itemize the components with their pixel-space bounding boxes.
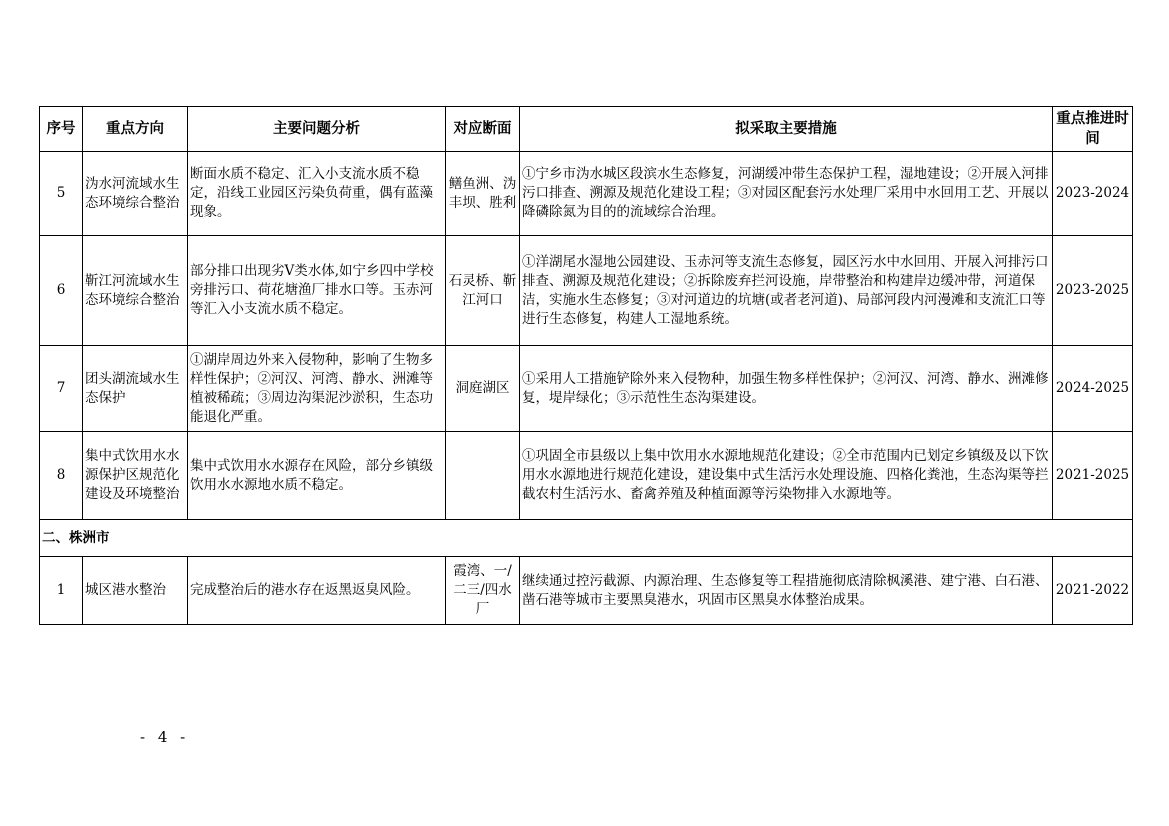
row-direction: 团头湖流域水生态保护 [83, 346, 188, 432]
table-row [40, 557, 1133, 625]
row-time: 2024-2025 [1053, 346, 1133, 432]
table-row [40, 236, 1133, 346]
table-row [40, 432, 1133, 520]
row-issues: 集中式饮用水水源存在风险，部分乡镇级饮用水水源地水质不稳定。 [188, 432, 446, 520]
row-section: 霞湾、一/二三/四水厂 [446, 557, 520, 625]
row-section: 石灵桥、靳江河口 [446, 236, 520, 346]
row-measures: 继续通过控污截源、内源治理、生态修复等工程措施彻底清除枫溪港、建宁港、白石港、凿石港等城市主要黑臭港水，巩固市区黑臭水体整治成果。 [520, 557, 1053, 625]
row-measures: ①宁乡市沩水城区段滨水生态修复，河湖缓冲带生态保护工程，湿地建设；②开展入河排污口排查、溯源及规范化建设工程；③对园区配套污水处理厂采用中水回用工艺、开展以降磷除氮为目的的流域综合治理。 [520, 152, 1053, 236]
table-row [40, 152, 1133, 236]
row-measures: ①采用人工措施铲除外来入侵物种，加强生物多样性保护；②河汉、河湾、静水、洲滩修复，堤岸绿化；③示范性生态沟渠建设。 [520, 346, 1053, 432]
row-issues: 完成整治后的港水存在返黑返臭风险。 [188, 557, 446, 625]
row-direction: 靳江河流域水生态环境综合整治 [83, 236, 188, 346]
row-section: 洞庭湖区 [446, 346, 520, 432]
row-time: 2023-2025 [1053, 236, 1133, 346]
header-no: 序号 [40, 107, 83, 152]
row-direction: 城区港水整治 [83, 557, 188, 625]
row-measures: ①洋湖尾水湿地公园建设、玉赤河等支流生态修复，园区污水中水回用、开展入河排污口排查、溯源及规范化建设；②拆除废弃拦河设施，岸带整治和构建岸边缓冲带，河道保洁，实施水生态修复；③对河道边的坑塘(或者老河道)、局部河段内河漫滩和支流汇口等进行生态修复，构建人工湿地系统。 [520, 236, 1053, 346]
row-direction: 集中式饮用水水源保护区规范化建设及环境整治 [83, 432, 188, 520]
row-section [446, 432, 520, 520]
section-header-row [40, 520, 1133, 557]
row-no: 7 [40, 346, 83, 432]
table-header-row [40, 107, 1133, 152]
row-no: 1 [40, 557, 83, 625]
row-no: 6 [40, 236, 83, 346]
header-issues: 主要问题分析 [188, 107, 446, 152]
row-time: 2023-2024 [1053, 152, 1133, 236]
row-issues: ①湖岸周边外来入侵物种，影响了生物多样性保护；②河汉、河湾、静水、洲滩等植被稀疏；③周边沟渠泥沙淤积，生态功能退化严重。 [188, 346, 446, 432]
header-direction: 重点方向 [83, 107, 188, 152]
table-row [40, 346, 1133, 432]
row-issues: 断面水质不稳定、汇入小支流水质不稳定，沿线工业园区污染负荷重，偶有蓝藻现象。 [188, 152, 446, 236]
header-time: 重点推进时间 [1053, 107, 1133, 152]
row-time: 2021-2022 [1053, 557, 1133, 625]
row-time: 2021-2025 [1053, 432, 1133, 520]
row-issues: 部分排口出现劣Ⅴ类水体,如宁乡四中学校旁排污口、荷花塘渔厂排水口等。玉赤河等汇入小支流水质不稳定。 [188, 236, 446, 346]
measures-table [39, 106, 1133, 625]
page-number: - 4 - [140, 728, 190, 746]
row-section: 鳝鱼洲、沩丰坝、胜利 [446, 152, 520, 236]
row-direction: 沩水河流域水生态环境综合整治 [83, 152, 188, 236]
row-measures: ①巩固全市县级以上集中饮用水水源地规范化建设；②全市范围内已划定乡镇级及以下饮用水水源地进行规范化建设，建设集中式生活污水处理设施、四格化粪池，生态沟渠等拦截农村生活污水、畜禽养殖及种植面源等污染物排入水源地等。 [520, 432, 1053, 520]
header-section: 对应断面 [446, 107, 520, 152]
row-no: 5 [40, 152, 83, 236]
header-measures: 拟采取主要措施 [520, 107, 1053, 152]
section-title: 二、株洲市 [40, 520, 1133, 557]
row-no: 8 [40, 432, 83, 520]
